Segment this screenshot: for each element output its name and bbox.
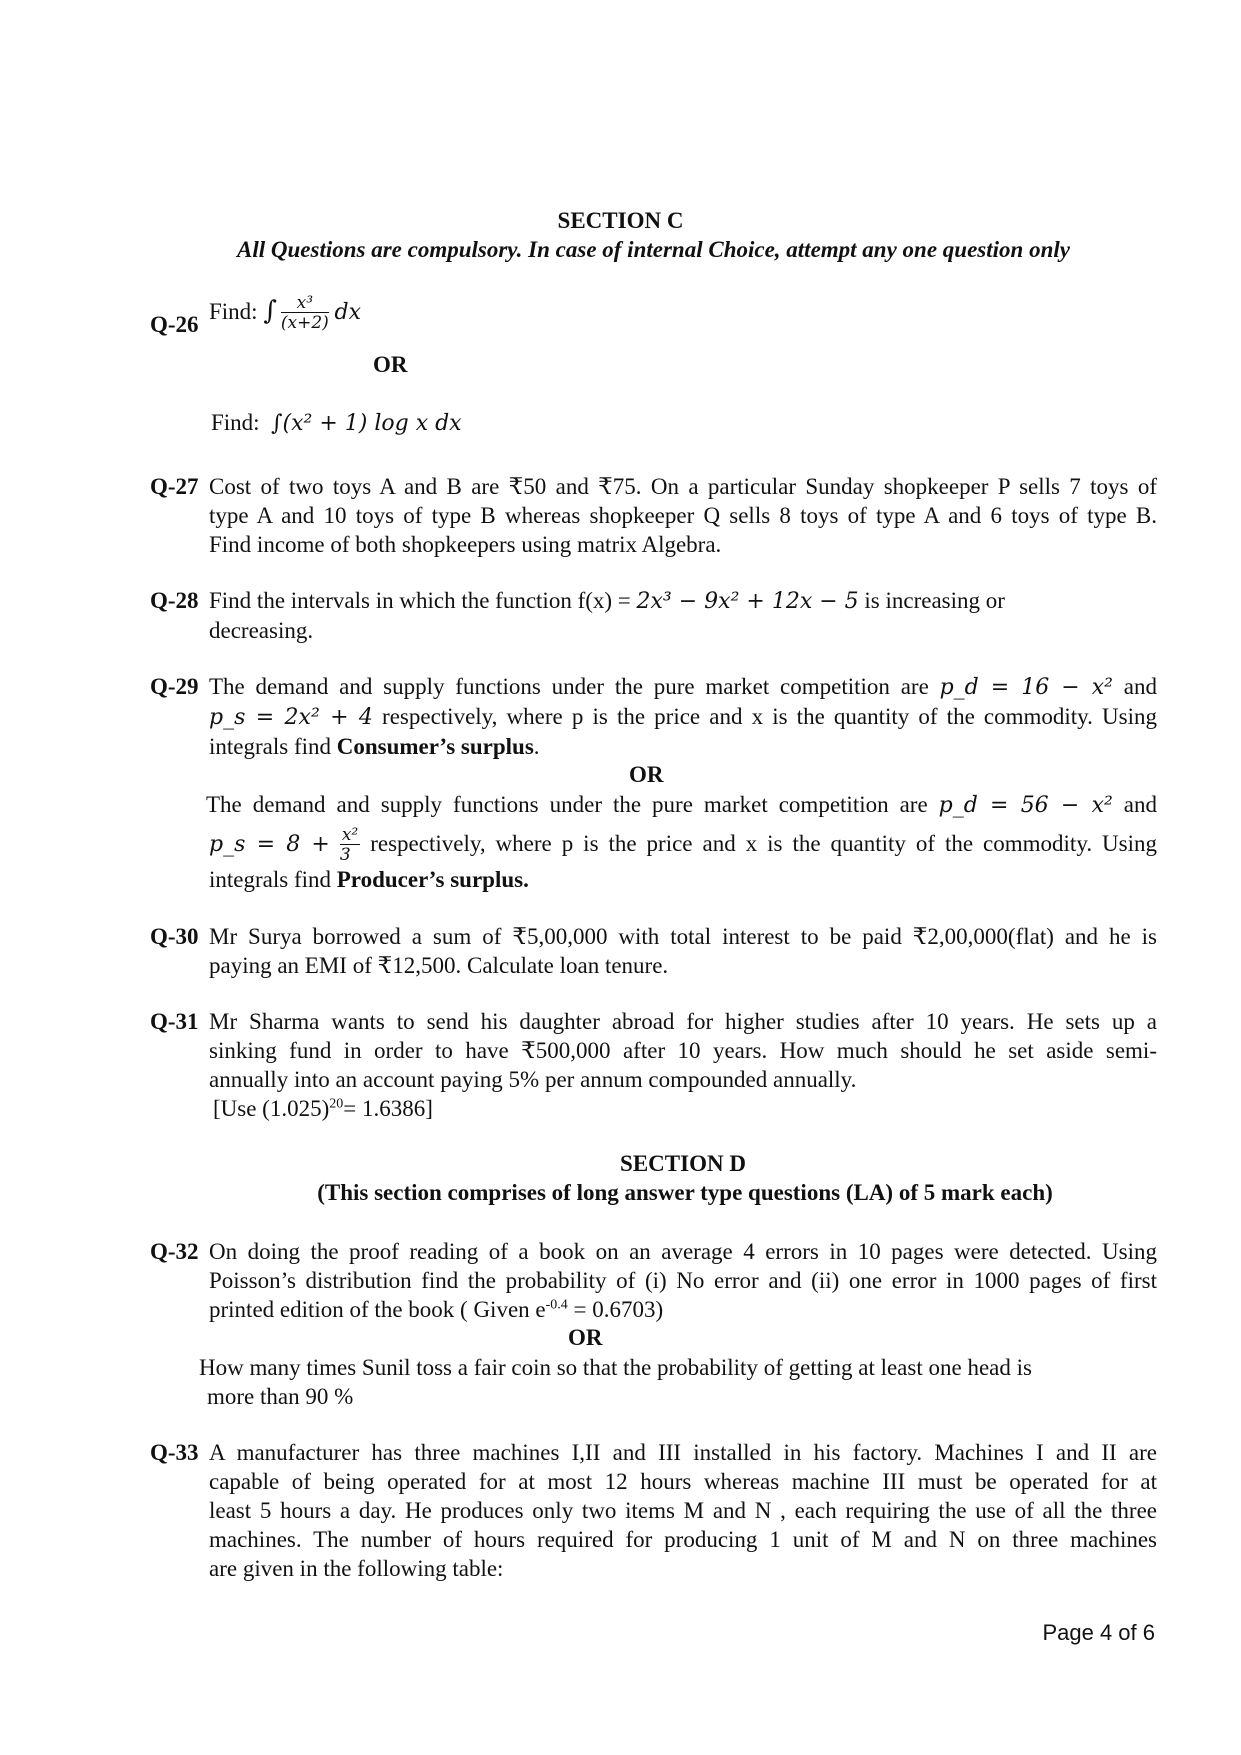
- q27-body: Cost of two toys A and B are ₹50 and ₹75. On a particular Sunday shopkeeper P sells 7 toys of type A and 10 toys of type B whereas shopkeeper Q sells 8 toys of type A and 6 toys of type B. Find income of both shopkeepers using matrix Algebra.: [209, 474, 1157, 557]
- q28-number: Q-28: [150, 588, 199, 613]
- q27-number: Q-27: [150, 474, 199, 499]
- section-d-title: SECTION D: [620, 1151, 746, 1176]
- q31-use-note: [Use $(1.025)^{20}= 1.6386$]: [213, 1096, 433, 1121]
- q30-number: Q-30: [150, 924, 199, 949]
- section-c-instruction: All Questions are compulsory. In case of internal Choice, attempt any one question only: [237, 237, 1070, 262]
- q29-or: OR: [629, 762, 664, 787]
- q26-fraction: $\frac{\text{x³}}{(x+2)}$: [280, 293, 329, 333]
- q33-number: Q-33: [150, 1440, 199, 1465]
- q29-body: The demand and supply functions under the pure market competition are p_d = 16 − x² and p_s = 2x² + 4 respectively, where p is the price and x is the quantity of the commodity. Using integrals find Consumer’s surplus.: [209, 674, 1157, 759]
- q28-function-expr: 2x³ − 9x² + 12x − 5: [636, 589, 859, 614]
- q29-alt-supply-expr: p_s = 8 +: [209, 832, 330, 857]
- q30-body: Mr Surya borrowed a sum of ₹5,00,000 with total interest to be paid ₹2,00,000(flat) and he is paying an EMI of ₹12,500. Calculate loan tenure.: [209, 924, 1157, 978]
- q32-alt-body: How many times Sunil toss a fair coin so that the probability of getting at least one head is more than 90 %: [199, 1355, 1032, 1409]
- q29-alt-fraction: $\frac{\text{x²}}{3}$: [339, 825, 359, 866]
- q26-alt-find-label: Find:: [211, 410, 260, 435]
- q26-or: OR: [373, 352, 408, 377]
- q28-body: Find the intervals in which the function f(x) = 2x³ − 9x² + 12x − 5 is increasing or decreasing.: [209, 588, 1005, 643]
- section-c-title: SECTION C: [557, 208, 684, 233]
- section-d-subtitle: (This section comprises of long answer type questions (LA) of 5 mark each): [317, 1180, 1053, 1205]
- q29-alt-demand-expr: p_d = 56 − x²: [938, 793, 1113, 818]
- q26-dx: dx: [334, 299, 362, 325]
- q29-supply-expr: p_s = 2x² + 4: [209, 705, 373, 730]
- q26-number: Q-26: [150, 312, 199, 337]
- q33-body: A manufacturer has three machines I,II and III installed in his factory. Machines I and II are capable of being operated for at most 12 hours whereas machine III must be operated for at least 5 hours a day. He produces only two items M and N , each requiring the use of all the three machines. The number of hours required for producing 1 unit of M and N on three machines are given in the following table:: [209, 1440, 1157, 1581]
- q26-body: [209, 294, 361, 333]
- q32-number: Q-32: [150, 1239, 199, 1264]
- q31-number: Q-31: [150, 1009, 199, 1034]
- q32-or: OR: [568, 1325, 603, 1350]
- q26-alt: [211, 408, 462, 438]
- q32-body: On doing the proof reading of a book on an average 4 errors in 10 pages were detected. Using Poisson’s distribution find the probability of (i) No error and (ii) one error in 1000 pages of first printed edition of the book ( Given $e^{-0.4} = 0.6703$): [209, 1239, 1157, 1322]
- q26-integral-sign: ∫: [263, 295, 277, 326]
- q26-alt-expr: ∫(x² + 1) log x dx: [271, 411, 462, 436]
- q26-find-label: Find:: [209, 298, 258, 324]
- q29-alt-body: The demand and supply functions under the pure market competition are p_d = 56 − x² and p_s = 8 + $\frac{\text{x²}}{3}$ respectively, where p is the price and x is the quantity of the commodity. Using integrals find Producer’s surplus.: [206, 792, 1157, 893]
- q29-number: Q-29: [150, 674, 199, 699]
- q31-body: Mr Sharma wants to send his daughter abroad for higher studies after 10 years. He sets up a sinking fund in order to have ₹500,000 after 10 years. How much should he set aside semi- annually into an account paying 5% per annum compounded annually. [Use $(1.025)^{20}= 1.6386$]: [209, 1009, 1157, 1121]
- page-number: Page 4 of 6: [1042, 1620, 1155, 1645]
- q29-demand-expr: p_d = 16 − x²: [939, 675, 1113, 700]
